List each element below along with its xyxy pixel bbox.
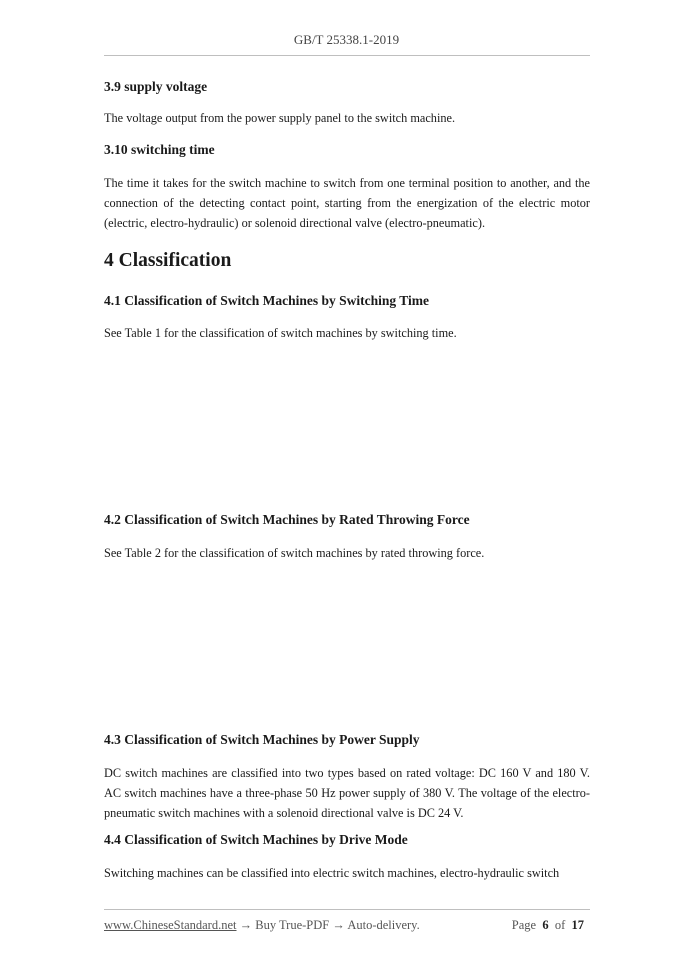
section-4-4 bbox=[104, 831, 590, 849]
footer-site-link[interactable]: www.ChineseStandard.net bbox=[104, 918, 237, 932]
section-3-9-body bbox=[104, 108, 590, 128]
page-label: Page bbox=[511, 918, 537, 932]
section-4-3 bbox=[104, 731, 590, 749]
section-4-1-body bbox=[104, 323, 590, 343]
arrow-right-icon: → bbox=[329, 918, 348, 932]
section-3-10-body bbox=[104, 173, 590, 233]
section-4-3-body bbox=[104, 763, 590, 823]
section-3-10-text: The time it takes for the switch machine to switch from one terminal position to another, and the connection of the detecting contact point, starting from the energization of the electric motor (electric, electro-hydraulic) or solenoid directional valve (electro-pneumatic). bbox=[104, 176, 590, 230]
section-3-9-title: 3.9 supply voltage bbox=[104, 79, 208, 94]
section-4-3-title: 4.3 Classification of Switch Machines by Power Supply bbox=[104, 732, 420, 747]
page-number: 6 bbox=[542, 918, 549, 932]
section-4-2 bbox=[104, 511, 590, 529]
section-4-1-title: 4.1 Classification of Switch Machines by Switching Time bbox=[104, 293, 430, 308]
section-3-10 bbox=[104, 141, 590, 159]
of-label: of bbox=[554, 918, 566, 932]
footer-divider bbox=[104, 909, 590, 910]
section-4-4-title: 4.4 Classification of Switch Machines by Drive Mode bbox=[104, 832, 408, 847]
page-indicator bbox=[512, 918, 584, 933]
section-4-4-body bbox=[104, 863, 590, 883]
section-3-9 bbox=[104, 78, 590, 96]
footer-delivery-text: Auto-delivery. bbox=[347, 918, 420, 932]
section-3-10-title: 3.10 switching time bbox=[104, 142, 215, 157]
section-4-4-text: Switching machines can be classified into electric switch machines, electro-hydraulic switch bbox=[104, 866, 560, 880]
section-4-1 bbox=[104, 292, 590, 310]
section-4-1-text: See Table 1 for the classification of switch machines by switching time. bbox=[104, 326, 457, 340]
header-divider bbox=[104, 55, 590, 56]
page-total: 17 bbox=[571, 918, 584, 932]
section-4-2-body bbox=[104, 543, 590, 563]
arrow-right-icon: → bbox=[236, 918, 256, 932]
section-3-9-text: The voltage output from the power supply panel to the switch machine. bbox=[104, 111, 456, 125]
footer-buy-text: Buy True-PDF bbox=[255, 918, 330, 932]
section-4 bbox=[104, 249, 590, 273]
section-4-2-title: 4.2 Classification of Switch Machines by Rated Throwing Force bbox=[104, 512, 470, 527]
footer-promo bbox=[104, 918, 420, 933]
section-4-title: 4 Classification bbox=[104, 250, 232, 271]
document-id-header: GB/T 25338.1-2019 bbox=[293, 32, 400, 47]
section-4-3-text: DC switch machines are classified into two types based on rated voltage: DC 160 V and 180 V. AC switch machines have a three-phase 50 Hz power supply of 380 V. The voltage of the electro-pneumatic switch machines with a solenoid directional valve is DC 24 V. bbox=[104, 766, 590, 820]
section-4-2-text: See Table 2 for the classification of switch machines by rated throwing force. bbox=[104, 546, 485, 560]
